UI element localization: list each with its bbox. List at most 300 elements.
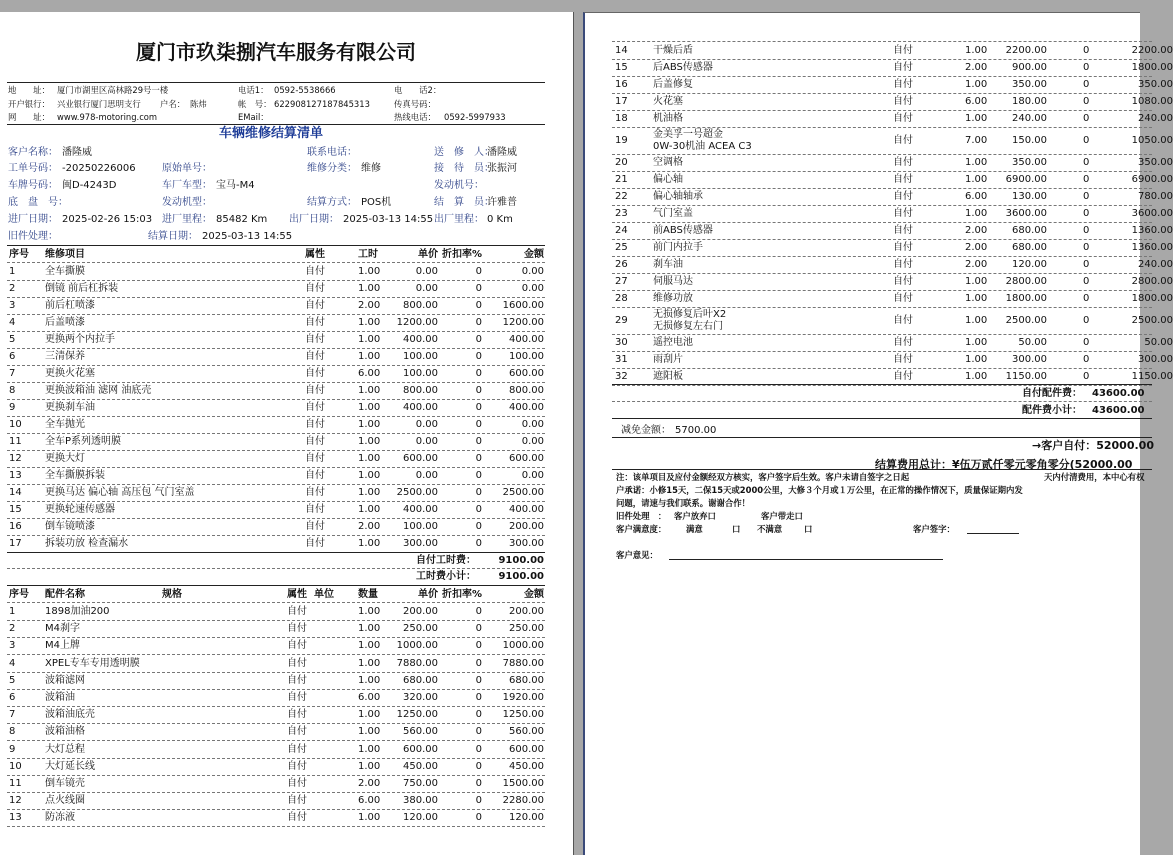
part-discount: 0 [1083, 242, 1090, 253]
website: www.978-motoring.com [57, 112, 158, 122]
labor-row [7, 501, 545, 518]
bank-label: 开户银行： [8, 99, 50, 109]
part-qty: 6.00 [358, 795, 381, 807]
part-discount: 0 [1083, 135, 1090, 146]
part-price: 450.00 [403, 760, 438, 772]
part-name: M4刹字 [45, 623, 80, 635]
labor-price: 600.00 [403, 453, 438, 464]
part-name: 波箱油格 [45, 726, 85, 738]
holder-label: 户名： [160, 99, 186, 109]
labor-attr: 自付 [305, 351, 325, 362]
account: 622908127187845313 [274, 99, 370, 109]
part-attr: 自付 [287, 692, 307, 703]
part-attr: 自付 [287, 760, 307, 772]
settle-date-label: 结算日期： [148, 231, 198, 242]
part-qty: 2.00 [358, 778, 381, 789]
out-mileage: 0 Km [487, 214, 513, 225]
part-attr: 自付 [893, 79, 913, 90]
part-qty: 6.00 [965, 96, 988, 107]
settle-date: 2025-03-13 14:55 [202, 231, 293, 242]
labor-subtotal-label: 工时费小计： [416, 571, 476, 582]
labor-price: 1200.00 [396, 317, 438, 328]
part-name: 点火线圈 [45, 795, 85, 807]
labor-no: 17 [9, 538, 22, 549]
bank: 兴业银行厦门思明支行 [57, 99, 141, 109]
part-discount: 0 [1083, 354, 1090, 365]
labor-item: 更换两个内拉手 [45, 334, 115, 345]
checkbox-satisfied[interactable]: 口 [732, 524, 741, 534]
labor-hours: 1.00 [358, 470, 381, 481]
labor-row [7, 331, 545, 348]
labor-price: 400.00 [403, 504, 438, 515]
labor-hours: 1.00 [358, 487, 381, 498]
part-amount: 1360.00 [1131, 242, 1173, 253]
part-no: 29 [615, 315, 628, 326]
part-attr: 自付 [893, 354, 913, 365]
part-attr: 自付 [893, 135, 913, 146]
labor-hours: 1.00 [358, 402, 381, 413]
labor-col-amount: 金额 [524, 249, 544, 260]
labor-row [7, 280, 545, 297]
labor-attr: 自付 [305, 266, 325, 277]
labor-amount: 2500.00 [502, 487, 544, 498]
discount-rule [612, 437, 1152, 438]
tel1-label: 电话1： [238, 85, 269, 95]
labor-price: 2500.00 [396, 487, 438, 498]
part-amount: 1250.00 [502, 709, 544, 721]
discount-amount: 5700.00 [675, 425, 717, 436]
order-number: -20250226006 [62, 163, 136, 174]
part-price: 2200.00 [1005, 45, 1047, 56]
parts-col-amount: 金额 [524, 589, 544, 600]
part-amount: 3600.00 [1131, 208, 1173, 219]
part-price: 680.00 [1012, 242, 1047, 253]
labor-attr: 自付 [305, 470, 325, 481]
labor-attr: 自付 [305, 487, 325, 498]
part-attr: 自付 [893, 191, 913, 202]
labor-item: 前后杠喷漆 [45, 300, 95, 311]
labor-attr: 自付 [305, 385, 325, 396]
labor-hours: 1.00 [358, 385, 381, 396]
labor-item: 拆装功放 检查漏水 [45, 538, 129, 549]
labor-price: 0.00 [415, 436, 438, 447]
part-no: 17 [615, 96, 628, 107]
part-price: 120.00 [403, 812, 438, 824]
labor-no: 14 [9, 487, 22, 498]
parts-row [7, 758, 545, 775]
part-qty: 1.00 [965, 174, 988, 185]
engine-model-label: 发动机型： [162, 197, 212, 208]
orig-label: 原始单号： [162, 163, 212, 174]
part-discount: 0 [475, 674, 482, 686]
part-no: 4 [9, 657, 16, 669]
labor-item: 更换轮速传感器 [45, 504, 115, 515]
labor-price: 0.00 [415, 266, 438, 277]
part-price: 7880.00 [396, 657, 438, 669]
opinion-line [669, 559, 943, 560]
part-attr: 自付 [287, 640, 307, 652]
labor-discount: 0 [475, 385, 482, 396]
part-price: 1250.00 [396, 709, 438, 721]
labor-hours: 1.00 [358, 419, 381, 430]
option-take-away[interactable]: 客户带走口 [761, 511, 803, 521]
labor-item: 更换刹车油 [45, 402, 95, 413]
part-qty: 1.00 [965, 354, 988, 365]
parts-sub-sep [612, 401, 1152, 402]
part-amount: 1800.00 [1131, 62, 1173, 73]
labor-amount: 1200.00 [502, 317, 544, 328]
out-date-label: 出厂日期： [289, 214, 339, 225]
labor-col-item: 维修项目 [45, 249, 85, 260]
opinion-label: 客户意见： [616, 550, 658, 560]
labor-hours: 6.00 [358, 368, 381, 379]
part-price: 680.00 [1012, 225, 1047, 236]
labor-price: 100.00 [403, 521, 438, 532]
part-name: 后ABS传感器 [653, 62, 713, 73]
parts-row [612, 205, 1173, 222]
part-qty: 1.00 [358, 640, 381, 652]
receiver-label: 接 待 员： [434, 163, 494, 174]
part-discount: 0 [475, 795, 482, 807]
labor-no: 2 [9, 283, 16, 294]
part-qty: 1.00 [358, 606, 381, 617]
part-attr: 自付 [893, 371, 913, 382]
subtotal-rule [612, 418, 1152, 419]
labor-attr: 自付 [305, 521, 325, 532]
part-price: 6900.00 [1005, 174, 1047, 185]
part-discount: 0 [475, 623, 482, 635]
labor-row [7, 382, 545, 399]
labor-amount: 0.00 [521, 283, 544, 294]
part-amount: 250.00 [509, 623, 544, 635]
part-qty: 1.00 [358, 812, 381, 824]
part-no: 13 [9, 812, 22, 824]
part-amount: 300.00 [1138, 354, 1173, 365]
note-line3: 问题，请速与我们联系。谢谢合作！ [616, 498, 750, 508]
note-line1: 注：该单项目及应付金额经双方核实，客户签字后生效。客户未请自签字之日起 [616, 472, 910, 482]
category: 维修 [361, 163, 381, 174]
labor-no: 13 [9, 470, 22, 481]
part-amount: 1800.00 [1131, 293, 1173, 304]
labor-item: 更换波箱油 滤网 油底壳 [45, 385, 152, 396]
parts-row [7, 809, 545, 826]
part-name: 后盖修复 [653, 79, 693, 90]
labor-row [7, 399, 545, 416]
pay-method-label: 结算方式： [307, 197, 357, 208]
part-attr: 自付 [893, 337, 913, 348]
labor-subtotal: 9100.00 [498, 571, 544, 582]
labor-price: 0.00 [415, 419, 438, 430]
labor-attr: 自付 [305, 436, 325, 447]
parts-col-spec: 规格 [162, 589, 182, 600]
part-price: 750.00 [403, 778, 438, 789]
part-no: 24 [615, 225, 628, 236]
title-rule [7, 82, 545, 83]
labor-price: 800.00 [403, 300, 438, 311]
part-amount: 2800.00 [1131, 276, 1173, 287]
labor-no: 6 [9, 351, 16, 362]
part-amount: 1500.00 [502, 778, 544, 789]
parts-row [7, 620, 545, 637]
part-discount: 0 [1083, 371, 1090, 382]
parts-row [7, 706, 545, 723]
model-label: 车厂车型： [162, 180, 212, 191]
labor-hours: 2.00 [358, 521, 381, 532]
labor-discount: 0 [475, 436, 482, 447]
parts-col-discount: 折扣率% [441, 589, 482, 600]
labor-discount: 0 [475, 470, 482, 481]
part-amount: 120.00 [509, 812, 544, 824]
labor-no: 10 [9, 419, 22, 430]
parts-self-pay-label: 自付配件费： [1022, 388, 1082, 399]
labor-no: 8 [9, 385, 16, 396]
part-discount: 0 [1083, 191, 1090, 202]
labor-discount: 0 [475, 300, 482, 311]
part-discount: 0 [1083, 315, 1090, 326]
option-satisfied[interactable]: 满意 [686, 524, 703, 534]
model: 宝马-M4 [216, 180, 255, 191]
labor-attr: 自付 [305, 334, 325, 345]
labor-col-attr: 属性 [305, 249, 325, 260]
document-title: 车辆维修结算清单 [219, 126, 324, 141]
labor-total-rule [7, 552, 545, 553]
part-attr: 自付 [287, 674, 307, 686]
part-name-line2: 0W-30机油 ACEA C3 [653, 141, 752, 152]
part-price: 1000.00 [396, 640, 438, 652]
part-price: 50.00 [1018, 337, 1047, 348]
part-discount: 0 [1083, 276, 1090, 287]
labor-amount: 400.00 [509, 402, 544, 413]
part-no: 28 [615, 293, 628, 304]
company-name: 厦门市玖柒捌汽车服务有限公司 [136, 40, 416, 64]
order-label: 工单号码： [8, 163, 58, 174]
part-discount: 0 [475, 760, 482, 772]
part-discount: 0 [1083, 259, 1090, 270]
labor-no: 7 [9, 368, 16, 379]
part-price: 300.00 [1012, 354, 1047, 365]
labor-amount: 0.00 [521, 470, 544, 481]
old-parts-choice-label: 旧件处理 ： [616, 511, 667, 521]
part-attr: 自付 [893, 96, 913, 107]
labor-discount: 0 [475, 453, 482, 464]
parts-row [7, 689, 545, 706]
part-name: 波箱滤网 [45, 674, 85, 686]
parts-row [612, 42, 1173, 59]
part-qty: 6.00 [358, 692, 381, 703]
address-label: 地 址： [8, 85, 50, 95]
part-no: 18 [615, 113, 628, 124]
labor-amount: 100.00 [509, 351, 544, 362]
labor-discount: 0 [475, 368, 482, 379]
labor-row [7, 297, 545, 314]
part-no: 3 [9, 640, 16, 652]
part-discount: 0 [1083, 174, 1090, 185]
part-attr: 自付 [893, 293, 913, 304]
part-price: 560.00 [403, 726, 438, 738]
part-price: 380.00 [403, 795, 438, 807]
parts-row [612, 110, 1173, 127]
website-label: 网 址： [8, 112, 50, 122]
part-name: 前门内拉手 [653, 242, 703, 253]
parts-row-sep [612, 385, 1152, 386]
labor-row [7, 314, 545, 331]
part-name: 遥控电池 [653, 337, 693, 348]
part-no: 10 [9, 760, 22, 772]
part-attr: 自付 [287, 709, 307, 721]
parts-row [612, 222, 1173, 239]
part-amount: 240.00 [1138, 113, 1173, 124]
parts-subtotal-label: 配件费小计： [1022, 405, 1082, 416]
parts-row [7, 792, 545, 809]
parts-total-rule [612, 384, 1152, 385]
labor-attr: 自付 [305, 300, 325, 311]
part-no: 15 [615, 62, 628, 73]
tel2-label: 电 话2： [394, 85, 442, 95]
labor-no: 11 [9, 436, 22, 447]
labor-amount: 400.00 [509, 334, 544, 345]
in-date: 2025-02-26 15:03 [62, 214, 153, 225]
part-price: 200.00 [403, 606, 438, 617]
labor-row [7, 450, 545, 467]
part-price: 180.00 [1012, 96, 1047, 107]
part-name: 大灯总程 [45, 743, 85, 755]
labor-row [7, 518, 545, 535]
labor-attr: 自付 [305, 504, 325, 515]
part-name: 遮阳板 [653, 371, 683, 382]
holder: 陈炜 [190, 99, 207, 109]
labor-row [7, 467, 545, 484]
part-price: 320.00 [403, 692, 438, 703]
labor-col-price: 单价 [418, 249, 438, 260]
part-name: 维修功放 [653, 293, 693, 304]
part-price: 350.00 [1012, 79, 1047, 90]
parts-col-unit: 单位 [314, 589, 334, 600]
labor-item: 倒镜 前后杠拆装 [45, 283, 119, 294]
part-qty: 2.00 [965, 259, 988, 270]
part-name: M4上牌 [45, 640, 80, 652]
part-amount: 350.00 [1138, 157, 1173, 168]
labor-discount: 0 [475, 538, 482, 549]
labor-self-pay: 9100.00 [498, 555, 544, 566]
part-discount: 0 [475, 726, 482, 738]
labor-discount: 0 [475, 283, 482, 294]
checkbox-unsatisfied[interactable]: 口 [804, 524, 813, 534]
hotline-label: 热线电话： [394, 112, 436, 122]
labor-amount: 200.00 [509, 521, 544, 532]
part-qty: 2.00 [965, 242, 988, 253]
part-qty: 1.00 [965, 79, 988, 90]
option-unsatisfied[interactable]: 不满意 [757, 524, 783, 534]
labor-no: 4 [9, 317, 16, 328]
total-rule [612, 469, 1152, 470]
part-qty: 1.00 [358, 623, 381, 635]
vin-label: 底 盘 号： [8, 197, 68, 208]
discount-label: 减免金额： [621, 425, 671, 436]
part-attr: 自付 [287, 778, 307, 789]
labor-attr: 自付 [305, 283, 325, 294]
tel1: 0592-5538666 [274, 85, 336, 95]
part-attr: 自付 [287, 726, 307, 738]
part-qty: 1.00 [965, 45, 988, 56]
part-name: 倒车镜壳 [45, 778, 85, 789]
part-amount: 2280.00 [502, 795, 544, 807]
part-no: 19 [615, 135, 628, 146]
part-price: 3600.00 [1005, 208, 1047, 219]
part-amount: 1150.00 [1131, 371, 1173, 382]
labor-item: 倒车镜喷漆 [45, 521, 95, 532]
part-qty: 1.00 [965, 208, 988, 219]
customer-label: 客户名称： [8, 147, 58, 158]
sender: 潘隆威 [487, 147, 517, 158]
part-discount: 0 [475, 709, 482, 721]
parts-row [612, 334, 1173, 351]
part-qty: 1.00 [965, 315, 988, 326]
part-discount: 0 [1083, 45, 1090, 56]
part-name: XPEL专车专用透明膜 [45, 657, 140, 669]
part-amount: 350.00 [1138, 79, 1173, 90]
labor-hours: 1.00 [358, 453, 381, 464]
parts-row [612, 256, 1173, 273]
parts-row [612, 171, 1173, 188]
labor-price: 0.00 [415, 283, 438, 294]
part-qty: 2.00 [965, 62, 988, 73]
part-price: 240.00 [1012, 113, 1047, 124]
part-discount: 0 [1083, 208, 1090, 219]
labor-price: 400.00 [403, 402, 438, 413]
signature-label: 客户签字： [913, 524, 955, 534]
part-amount: 2200.00 [1131, 45, 1173, 56]
option-abandon[interactable]: 客户放弃口 [674, 511, 716, 521]
part-amount: 2500.00 [1131, 315, 1173, 326]
labor-attr: 自付 [305, 317, 325, 328]
labor-col-hours: 工时 [358, 249, 378, 260]
labor-hours: 1.00 [358, 283, 381, 294]
part-attr: 自付 [893, 208, 913, 219]
labor-no: 5 [9, 334, 16, 345]
part-attr: 自付 [893, 225, 913, 236]
labor-hours: 1.00 [358, 351, 381, 362]
part-qty: 1.00 [358, 657, 381, 669]
labor-row [7, 365, 545, 382]
labor-item: 更换火花塞 [45, 368, 95, 379]
part-name: 1898加油200 [45, 606, 110, 617]
parts-row [612, 290, 1173, 307]
part-attr: 自付 [893, 242, 913, 253]
hotline: 0592-5997933 [444, 112, 506, 122]
settler: 许雅普 [487, 197, 517, 208]
part-amount: 240.00 [1138, 259, 1173, 270]
part-discount: 0 [475, 743, 482, 755]
labor-hours: 1.00 [358, 334, 381, 345]
part-qty: 1.00 [358, 760, 381, 772]
labor-self-pay-label: 自付工时费： [416, 555, 476, 566]
part-discount: 0 [1083, 79, 1090, 90]
labor-col-discount: 折扣率% [441, 249, 482, 260]
labor-attr: 自付 [305, 419, 325, 430]
part-price: 350.00 [1012, 157, 1047, 168]
parts-row [7, 637, 545, 654]
part-name: 空调格 [653, 157, 683, 168]
part-discount: 0 [1083, 62, 1090, 73]
part-no: 2 [9, 623, 16, 635]
labor-item: 更换马达 偏心轴 高压包 气门室盖 [45, 487, 195, 498]
labor-row [7, 416, 545, 433]
part-no: 23 [615, 208, 628, 219]
part-amount: 1360.00 [1131, 225, 1173, 236]
labor-item: 全车抛光 [45, 419, 85, 430]
labor-price: 100.00 [403, 351, 438, 362]
part-no: 14 [615, 45, 628, 56]
